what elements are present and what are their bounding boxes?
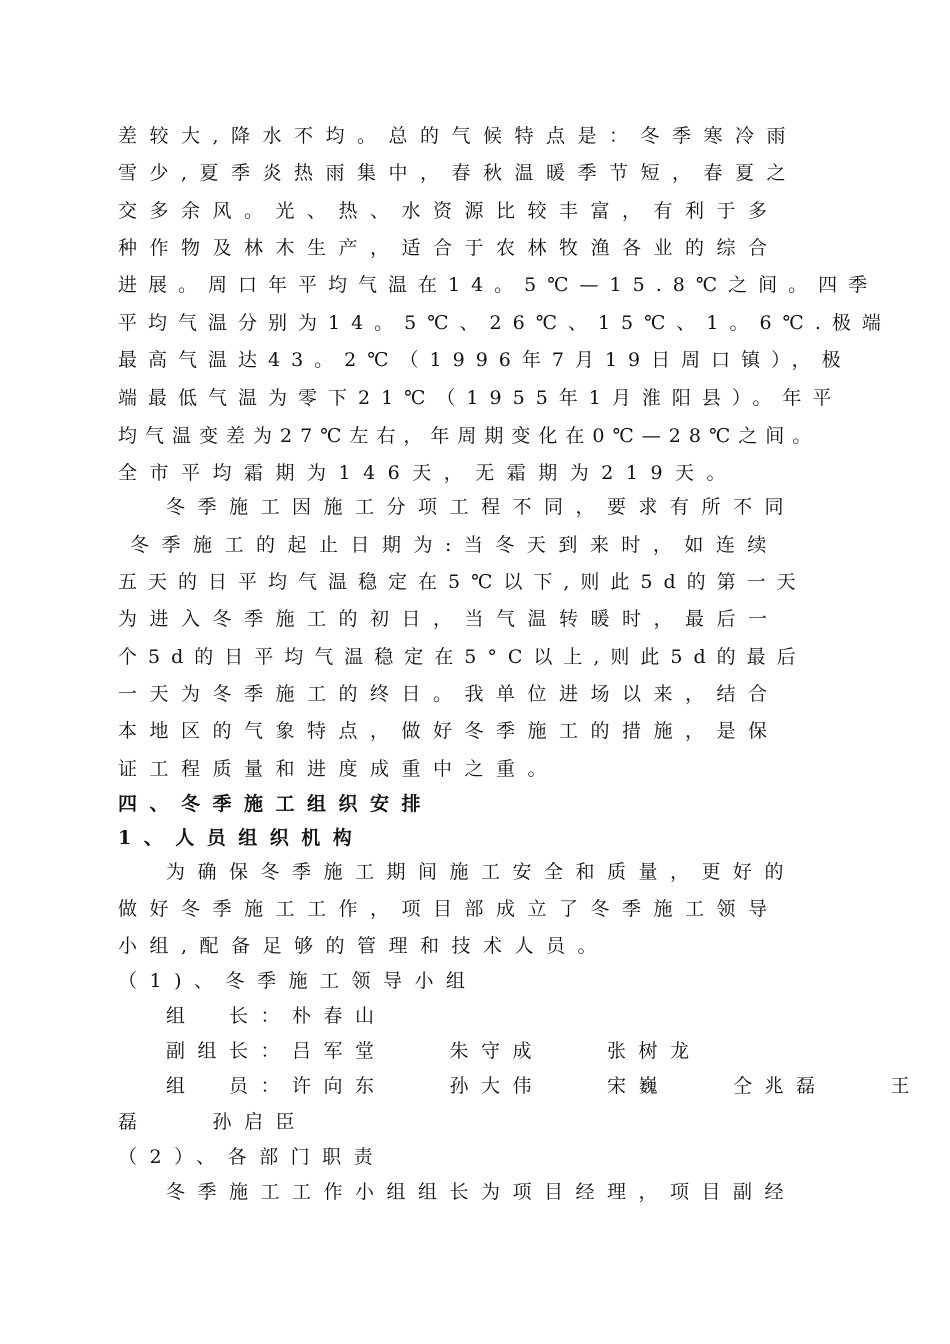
text-line: 做好冬季施工工作，项目部成立了冬季施工领导 xyxy=(118,898,780,920)
text-line: 交多余风。光、热、水资源比较丰富，有利于多 xyxy=(118,200,780,222)
text-line: 为进入冬季施工的初日，当气温转暖时，最后一 xyxy=(118,608,780,630)
text-line: 冬季施工的起止日期为:当冬天到来时，如连续 xyxy=(130,534,779,556)
text-line: 最高气温达43。2℃（1996年7月19日周口镇），极 xyxy=(118,349,852,371)
leader-line: 组 长：朴春山 xyxy=(166,1005,387,1027)
sub-heading: 1、人员组织机构 xyxy=(118,827,365,849)
text-line: 五天的日平均气温稳定在5℃以下,则此5d的第一天 xyxy=(118,571,807,593)
text-line: 种作物及林木生产，适合于农林牧渔各业的综合 xyxy=(118,237,780,259)
text-line: 全市平均霜期为146天，无霜期为219天。 xyxy=(118,462,739,484)
text-line: 平均气温分别为14。5℃、26℃、15℃、1。6℃.极端 xyxy=(118,312,892,334)
paragraph-line: 冬季施工因施工分项工程不同，要求有所不同 xyxy=(166,496,797,518)
text-line: 差较大,降水不均。总的气候特点是：冬季寒冷雨 xyxy=(118,125,799,147)
item-heading: （1)、冬季施工领导小组 xyxy=(118,970,478,992)
paragraph-line: 为确保冬季施工期间施工安全和质量，更好的 xyxy=(166,861,797,883)
section-heading: 四、冬季施工组织安排 xyxy=(118,793,434,815)
members-line: 组 员：许向东 孙大伟 宋巍 仝兆磊 王 xyxy=(166,1075,923,1097)
text-line: 端最低气温为零下21℃（1955年1月淮阳县）。年平 xyxy=(118,387,843,409)
item-heading: （2）、各部门职责 xyxy=(118,1146,386,1168)
paragraph-line: 冬季施工工作小组组长为项目经理，项目副经 xyxy=(166,1181,797,1203)
text-line: 雪少,夏季炎热雨集中，春秋温暖季节短，春夏之 xyxy=(118,162,799,184)
members-continued-line: 磊 孙启臣 xyxy=(118,1111,308,1133)
text-line: 证工程质量和进度成重中之重。 xyxy=(118,758,560,780)
text-line: 小组,配备足够的管理和技术人员。 xyxy=(118,935,610,957)
text-line: 均气温变差为27℃左右，年周期变化在0℃—28℃之间。 xyxy=(118,425,820,447)
text-line: 进展。周口年平均气温在14。5℃—15.8℃之间。四季 xyxy=(118,274,879,296)
text-line: 本地区的气象特点，做好冬季施工的措施，是保 xyxy=(118,720,780,742)
text-line: 个5d的日平均气温稳定在5°C以上,则此5d的最后 xyxy=(118,646,807,668)
deputy-line: 副组长：吕军堂 朱守成 张树龙 xyxy=(166,1040,702,1062)
text-line: 一天为冬季施工的终日。我单位进场以来，结合 xyxy=(118,683,780,705)
